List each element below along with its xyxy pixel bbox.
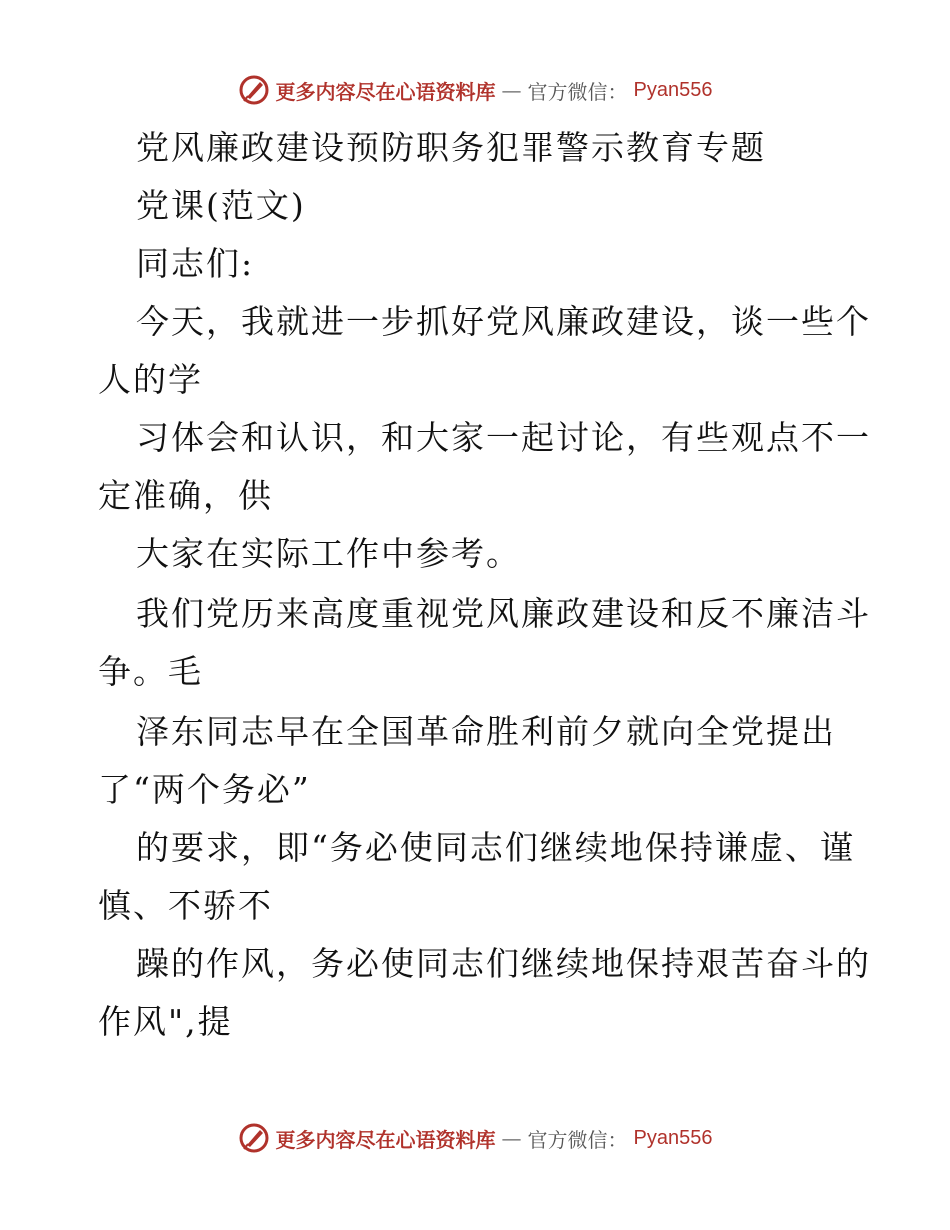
paragraph-line: 大家在实际工作中参考。 <box>136 534 521 573</box>
banner-dash: — <box>501 78 522 102</box>
paragraph-line: 躁的作风，务必使同志们继续地保持艰苦奋斗的 <box>136 944 871 983</box>
document-title-line-1: 党风廉政建设预防职务犯罪警示教育专题 <box>136 128 766 167</box>
paragraph-line: 泽东同志早在全国革命胜利前夕就向全党提出 <box>136 712 836 751</box>
paragraph-line: 的要求，即“务必使同志们继续地保持谦虚、谨 <box>136 828 855 867</box>
wechat-label: 官方微信： <box>527 1127 628 1152</box>
paragraph-line: 习体会和认识，和大家一起讨论，有些观点不一 <box>136 418 871 457</box>
salutation: 同志们: <box>136 244 255 283</box>
paragraph-line: 定准确，供 <box>98 476 273 515</box>
document-title-line-2: 党课(范文) <box>136 186 306 225</box>
banner-dash: — <box>501 1126 522 1150</box>
paragraph-line: 慎、不骄不 <box>98 886 273 925</box>
paragraph-line: 争。毛 <box>98 652 203 691</box>
paragraph-line: 我们党历来高度重视党风廉政建设和反不廉洁斗 <box>136 594 871 633</box>
paragraph-line: 作风",提 <box>98 1002 233 1041</box>
footer-banner <box>0 1118 950 1158</box>
wechat-label: 官方微信： <box>527 79 628 104</box>
paragraph-line: 了“两个务必” <box>98 770 311 809</box>
wechat-id: Pyan556 <box>633 1126 713 1149</box>
brand-text: 更多内容尽在心语资料库 <box>275 1127 496 1152</box>
paragraph-line: 今天，我就进一步抓好党风廉政建设，谈一些个 <box>136 302 871 341</box>
quill-pen-logo-icon <box>238 1122 270 1154</box>
brand-text: 更多内容尽在心语资料库 <box>275 79 496 104</box>
paragraph-line: 人的学 <box>98 360 203 399</box>
wechat-id: Pyan556 <box>633 78 713 101</box>
